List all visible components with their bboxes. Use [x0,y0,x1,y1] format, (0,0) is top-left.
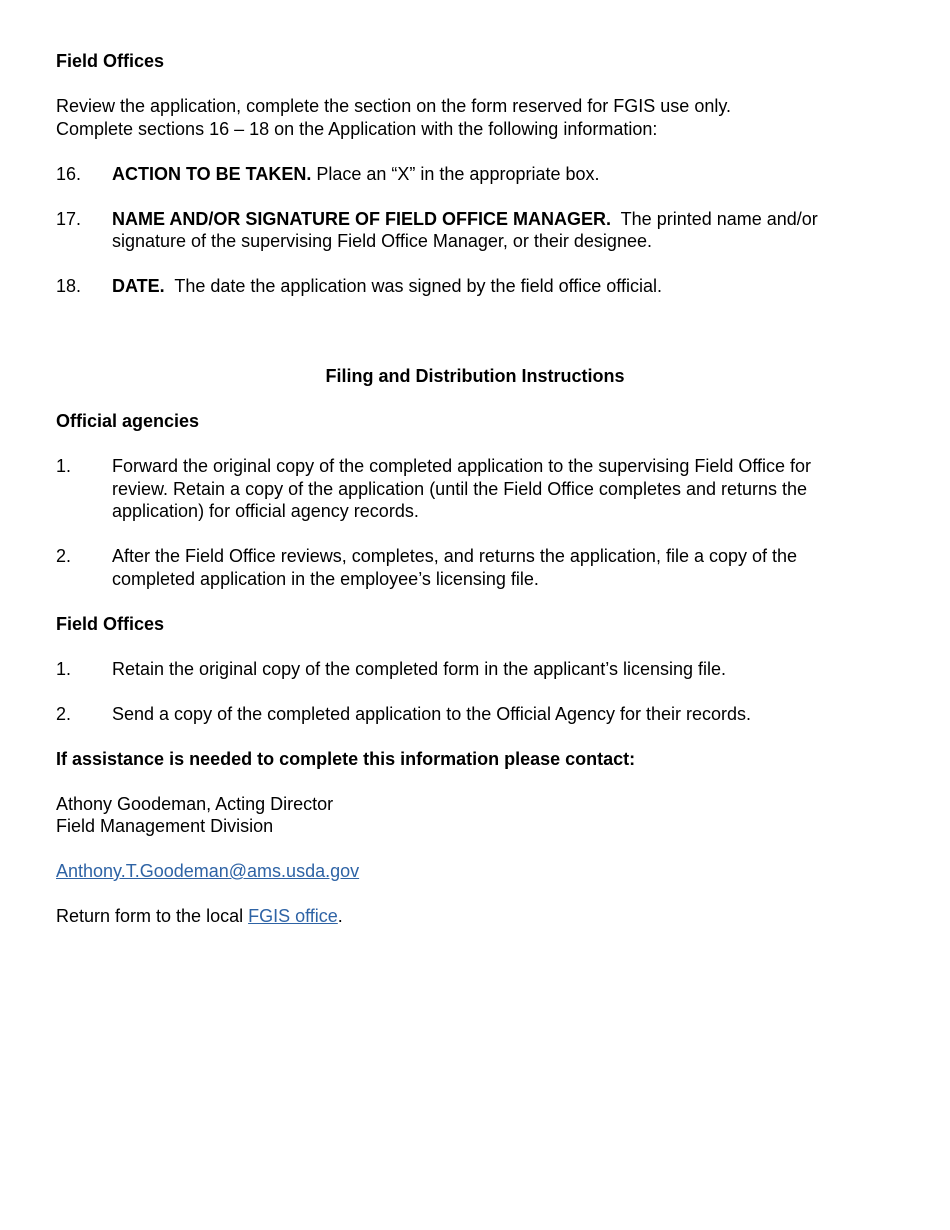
item-number: 18. [56,276,82,296]
item-text: The date the application was signed by the field office official. [164,276,662,296]
contact-heading: If assistance is needed to complete this information please contact: [56,748,636,769]
item-text: Send a copy of the completed application to the Official Agency for their records. [112,703,752,724]
filing-title: Filing and Distribution Instructions [325,366,625,386]
document-page [56,50,856,928]
item-number: 2. [56,703,72,724]
intro-line-1: Review the application, complete the section on the form reserved for FGIS use only. [56,96,731,116]
item-text: After the Field Office reviews, completes, and returns the application, file a copy of the completed application in the employee’s licensing file. [112,546,798,589]
intro-line-2: Complete sections 16 – 18 on the Application with the following information: [56,118,658,139]
item-text: Forward the original copy of the completed application to the supervising Field Office for review. Retain a copy of the application (until the Field Office completes and returns the application) for official agency records. [112,456,812,521]
item-text: Place an “X” in the appropriate box. [311,163,600,184]
contact-division: Field Management Division [56,816,274,836]
field-offices-heading: Field Offices [56,51,165,71]
fgis-office-link[interactable]: FGIS office [248,906,338,926]
field-offices-item-1 [56,658,856,681]
item-label: NAME AND/OR SIGNATURE OF FIELD OFFICE MANAGER. [112,208,611,229]
official-agencies-heading: Official agencies [56,411,200,431]
return-instructions: Return form to the local FGIS office. [56,906,343,926]
official-agencies-item-1 [56,455,856,523]
item-number: 1. [56,456,72,476]
item-label: DATE. [112,276,165,296]
section-item-16 [56,163,856,186]
official-agencies-item-2 [56,545,856,590]
item-number: 1. [56,658,72,679]
item-number: 2. [56,546,72,566]
field-offices-item-2 [56,703,856,726]
item-label: ACTION TO BE TAKEN. [112,163,312,184]
item-number: 17. [56,208,82,229]
field-offices-distribution-heading: Field Offices [56,613,165,634]
item-number: 16. [56,163,82,184]
section-item-17 [56,208,856,253]
contact-name: Athony Goodeman, Acting Director [56,793,334,814]
section-item-18 [56,275,856,298]
contact-email-link[interactable]: Anthony.T.Goodeman@ams.usda.gov [56,861,360,881]
item-text: Retain the original copy of the completed form in the applicant’s licensing file. [112,658,727,679]
item-text: The printed name and/or signature of the supervising Field Office Manager, or their designee. [112,208,823,251]
